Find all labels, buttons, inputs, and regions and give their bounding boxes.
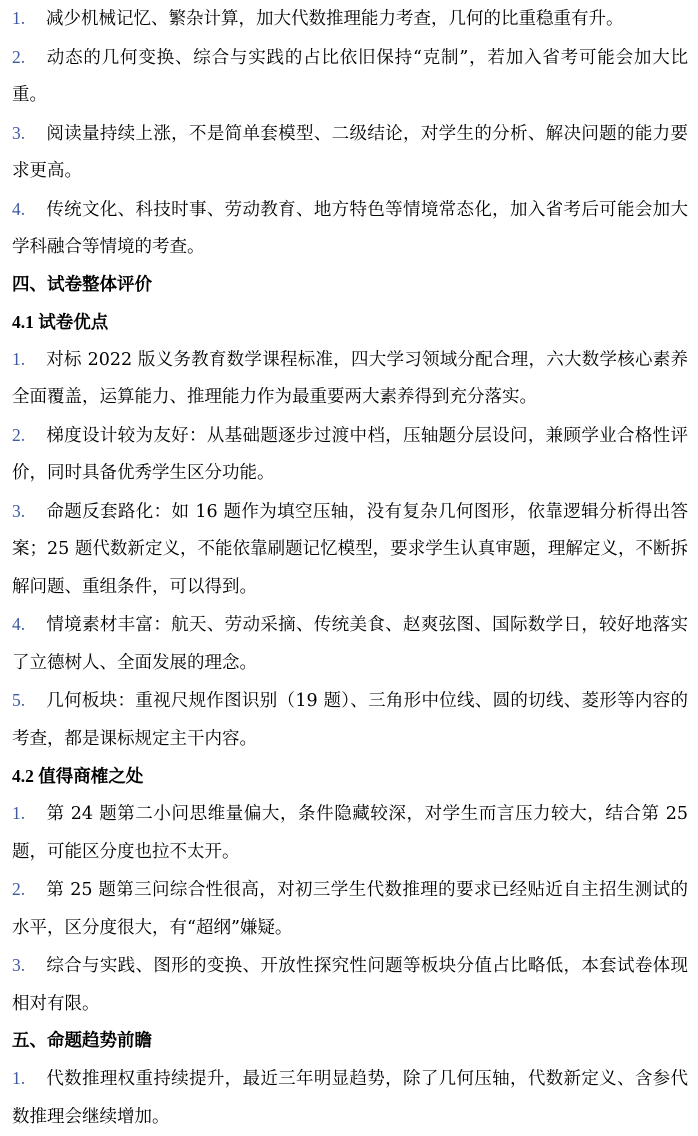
list-item-text: 传统文化、科技时事、劳动教育、地方特色等情境常态化，加入省考后可能会加大学科融合等情境的考查。 [12,199,688,257]
subsection-heading: 4.2 值得商榷之处 [12,766,144,786]
list-item [12,947,688,1023]
list-item-text: 梯度设计较为友好：从基础题逐步过渡中档，压轴题分层设问，兼顾学业合格性评价，同时具备优秀学生区分功能。 [12,425,688,483]
list-item [12,1060,688,1136]
list-item-text: 减少机械记忆、繁杂计算，加大代数推理能力考查，几何的比重稳重有升。 [46,9,624,29]
list-item-text: 第 25 题第三问综合性很高，对初三学生代数推理的要求已经贴近自主招生测试的水平，区分度很大，有“超纲”嫌疑。 [12,880,688,938]
list-item [12,606,688,682]
list-item-text: 情境素材丰富：航天、劳动采摘、传统美食、赵爽弦图、国际数学日，较好地落实了立德树人、全面发展的理念。 [12,615,688,673]
list-number: 5. [12,690,26,710]
list-number: 2. [12,879,26,899]
list-item-text: 代数推理权重持续提升，最近三年明显趋势，除了几何压轴，代数新定义、含参代数推理会继续增加。 [12,1069,688,1127]
list-item [12,39,688,115]
list-number: 3. [12,122,26,143]
list-number: 1. [12,348,26,369]
list-item [12,682,688,758]
list-item-text: 命题反套路化：如 16 题作为填空压轴，没有复杂几何图形，依靠逻辑分析得出答案；25 题代数新定义，不能依靠刷题记忆模型，要求学生认真审题，理解定义，不断拆解问题、重组条件，可以得到。 [12,501,688,597]
list-item-text: 第 24 题第二小问思维量偏大，条件隐藏较深，对学生而言压力较大，结合第 25 题，可能区分度也拉不太开。 [12,804,688,862]
list-number: 1. [12,803,26,823]
list-number: 4. [12,198,26,219]
list-number: 2. [12,46,26,67]
list-item-text: 阅读量持续上涨，不是简单套模型、二级结论，对学生的分析、解决问题的能力要求更高。 [12,123,688,181]
list-number: 1. [12,8,26,28]
list-number: 2. [12,424,26,445]
list-item-text: 几何板块：重视尺规作图识别（19 题）、三角形中位线、圆的切线、菱形等内容的考查，都是课标规定主干内容。 [12,691,688,749]
list-item [12,871,688,947]
section-heading: 四、试卷整体评价 [12,274,152,295]
list-number: 1. [12,1068,26,1088]
list-item-text: 综合与实践、图形的变换、开放性探究性问题等板块分值占比略低，本套试卷体现相对有限。 [12,956,688,1014]
list-number: 3. [12,500,26,521]
section-heading: 五、命题趋势前瞻 [12,1031,152,1051]
document-body [12,0,688,1136]
list-item [12,191,688,267]
list-item-text: 动态的几何变换、综合与实践的占比依旧保持“克制”，若加入省考可能会加大比重。 [12,47,688,105]
list-item [12,795,688,871]
list-item [12,417,688,493]
list-item-text: 对标 2022 版义务教育数学课程标准，四大学习领域分配合理，六大数学核心素养全面覆盖，运算能力、推理能力作为最重要两大素养得到充分落实。 [12,349,688,407]
list-item [12,0,688,39]
list-item [12,493,688,607]
list-item [12,115,688,191]
list-number: 4. [12,614,26,634]
list-number: 3. [12,955,26,975]
subsection-heading: 4.1 试卷优点 [12,311,109,332]
list-item [12,341,688,417]
